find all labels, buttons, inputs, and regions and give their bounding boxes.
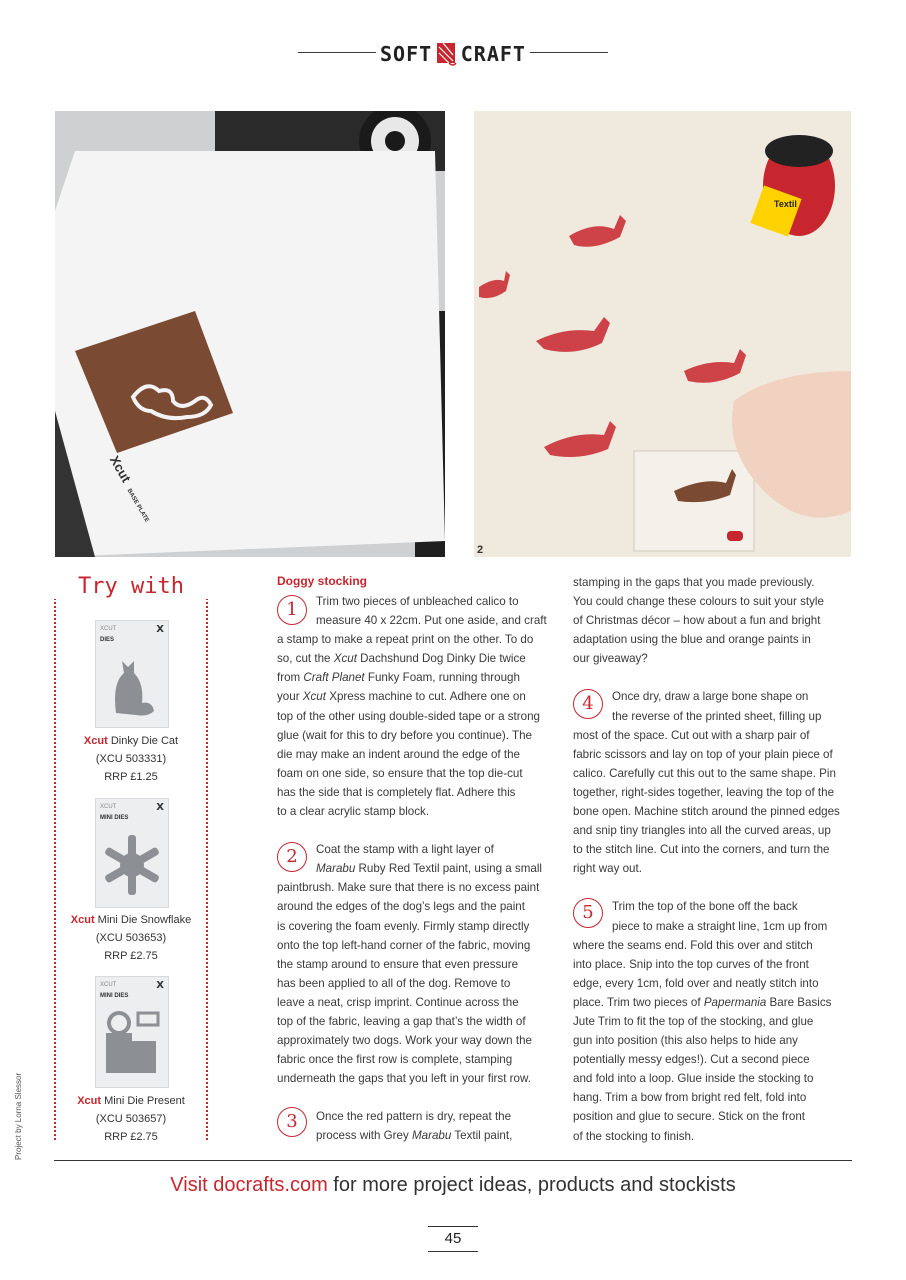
product-code: (XCU 503653) (95, 932, 167, 944)
step-number-1: 1 (277, 595, 307, 625)
pack-type: MINI DIES (100, 993, 129, 999)
xcut-x-logo: X (156, 979, 164, 991)
page-number: 45 (428, 1226, 478, 1252)
footer-promo (0, 1174, 906, 1197)
present-die-icon (96, 999, 168, 1083)
step-1-text: Trim two pieces of unbleached calico to measure 40 x 22cm. Put one aside, and craft a stamp to make a repeat print on the other. To do so, cut the Xcut Dachshund Dog Dinky Die twice from Craft Planet Funky Foam, running through your Xcut Xpress machine to cut. Adhere one on top of the other using double-sided tape or a strong glue (wait for this to dry before you continue). The die may make an indent around the edge of the foam on one side, so ensure that the top die-cut has the side that is completely flat. Adhere this to a clear acrylic stamp block. (277, 595, 547, 819)
product-price: RRP £1.25 (104, 771, 158, 783)
footer-text: for more project ideas, products and stockists (327, 1174, 736, 1196)
product-code: (XCU 503657) (95, 1113, 167, 1125)
base-plate-text: BASE PLATE (125, 487, 150, 524)
step-2-text: Coat the stamp with a light layer of Marabu Ruby Red Textil paint, using a small paintbrush. Make sure that there is no excess paint around the edges of the dog’s legs and the paint is covering the foam evenly. Firmly stamp directly onto the top left-hand corner of the fabric, moving the stamp around to ensure that even pressure has been applied to all of the dog. Remove to leave a neat, crisp imprint. Continue across the top of the fabric, leaving a gap that’s the width of approximately two dogs. Work your way down the fabric once the first row is complete, stamping underneath the gaps that you left in your first row. (277, 843, 542, 1086)
product-brand: Xcut (70, 914, 95, 926)
product-card-snowflake: XCUT X MINI DIES (95, 798, 169, 908)
step-5-text: Trim the top of the bone off the back piece to make a straight line, 1cm up from where the seams end. Fold this over and stitch into place. Snip into the top curves of the front edge, every 1cm, fold over and neatly stitch into place. Trim two pieces of Papermania Bare Basics Jute Trim to fit the top of the stocking, and glue gun into position (this also helps to hide any potentially messy edges!). Cut a second piece and fold into a loop. Glue inside the stocking to hang. Trim a bow from bright red felt, fold into position and glue to secure. Stick on the front of the stocking to finish. (573, 900, 832, 1143)
photo-stamping (474, 111, 851, 557)
step-number-2: 2 (277, 842, 307, 872)
stamping-illustration (474, 111, 851, 557)
product-price: RRP £2.75 (104, 950, 158, 962)
photo-die-cutting (55, 111, 445, 557)
product-price: RRP £2.75 (104, 1131, 158, 1143)
step-4-text: Once dry, draw a large bone shape on the reverse of the printed sheet, filling up most of the space. Cut out with a sharp pair of fabric scissors and lay on top of your plain piece of calico. Carefully cut this out to the same shape. Pin together, right-sides together, leaving the top of the bone open. Machine stitch around the pinned edges and snip tiny triangles into all the curved areas, up to the stitch line. Cut into the corners, and turn the right way out. (573, 690, 840, 876)
masthead (380, 40, 526, 68)
masthead-rule-left (298, 52, 376, 53)
step-number-4: 4 (573, 689, 603, 719)
photo-number: 1 (58, 544, 65, 556)
paint-jar-label: Textil (774, 199, 797, 209)
xcut-x-logo: X (156, 623, 164, 635)
yarn-ball-icon (435, 41, 457, 67)
article-column-2 (573, 573, 853, 1146)
product-name: Mini Die Snowflake (97, 914, 192, 926)
product-name: Dinky Die Cat (110, 735, 179, 747)
article-heading: Doggy stocking (277, 574, 368, 588)
footer-rule (54, 1160, 852, 1161)
product-caption-snowflake (58, 911, 204, 965)
masthead-rule-right (530, 52, 608, 53)
product-caption-present (58, 1092, 204, 1146)
product-name: Mini Die Present (104, 1095, 185, 1107)
pack-type: MINI DIES (100, 815, 129, 821)
product-card-present: XCUT X MINI DIES (95, 976, 169, 1088)
product-code: (XCU 503331) (95, 753, 167, 765)
step-number-5: 5 (573, 898, 603, 928)
step-3-text: Once the red pattern is dry, repeat the process with Grey Marabu Textil paint, (316, 1110, 513, 1143)
photo-number: 2 (477, 544, 484, 556)
product-card-cat: XCUT X DIES (95, 620, 169, 728)
cat-die-icon (96, 643, 168, 723)
die-cutting-illustration (55, 111, 445, 557)
masthead-soft: SOFT (380, 42, 433, 66)
article-column-1 (277, 592, 557, 1146)
masthead-craft: CRAFT (460, 42, 526, 66)
product-brand: Xcut (83, 735, 108, 747)
xcut-logo-text: Xcut (106, 452, 134, 485)
step-3-text-continued: stamping in the gaps that you made previously. You could change these colours to suit your style of Christmas décor – how about a fun and bright adaptation using the blue and orange paints in our giveaway? (573, 576, 824, 666)
xcut-x-logo: X (156, 801, 164, 813)
try-with-title: Try with (54, 574, 208, 599)
step-number-3: 3 (277, 1107, 307, 1137)
photo-credit: Project by Lorna Slessor (14, 1072, 23, 1160)
product-brand: Xcut (77, 1095, 102, 1107)
product-caption-cat (58, 732, 204, 786)
pack-type: DIES (100, 637, 115, 643)
footer-link[interactable]: Visit docrafts.com (170, 1174, 328, 1196)
snowflake-die-icon (96, 821, 168, 903)
